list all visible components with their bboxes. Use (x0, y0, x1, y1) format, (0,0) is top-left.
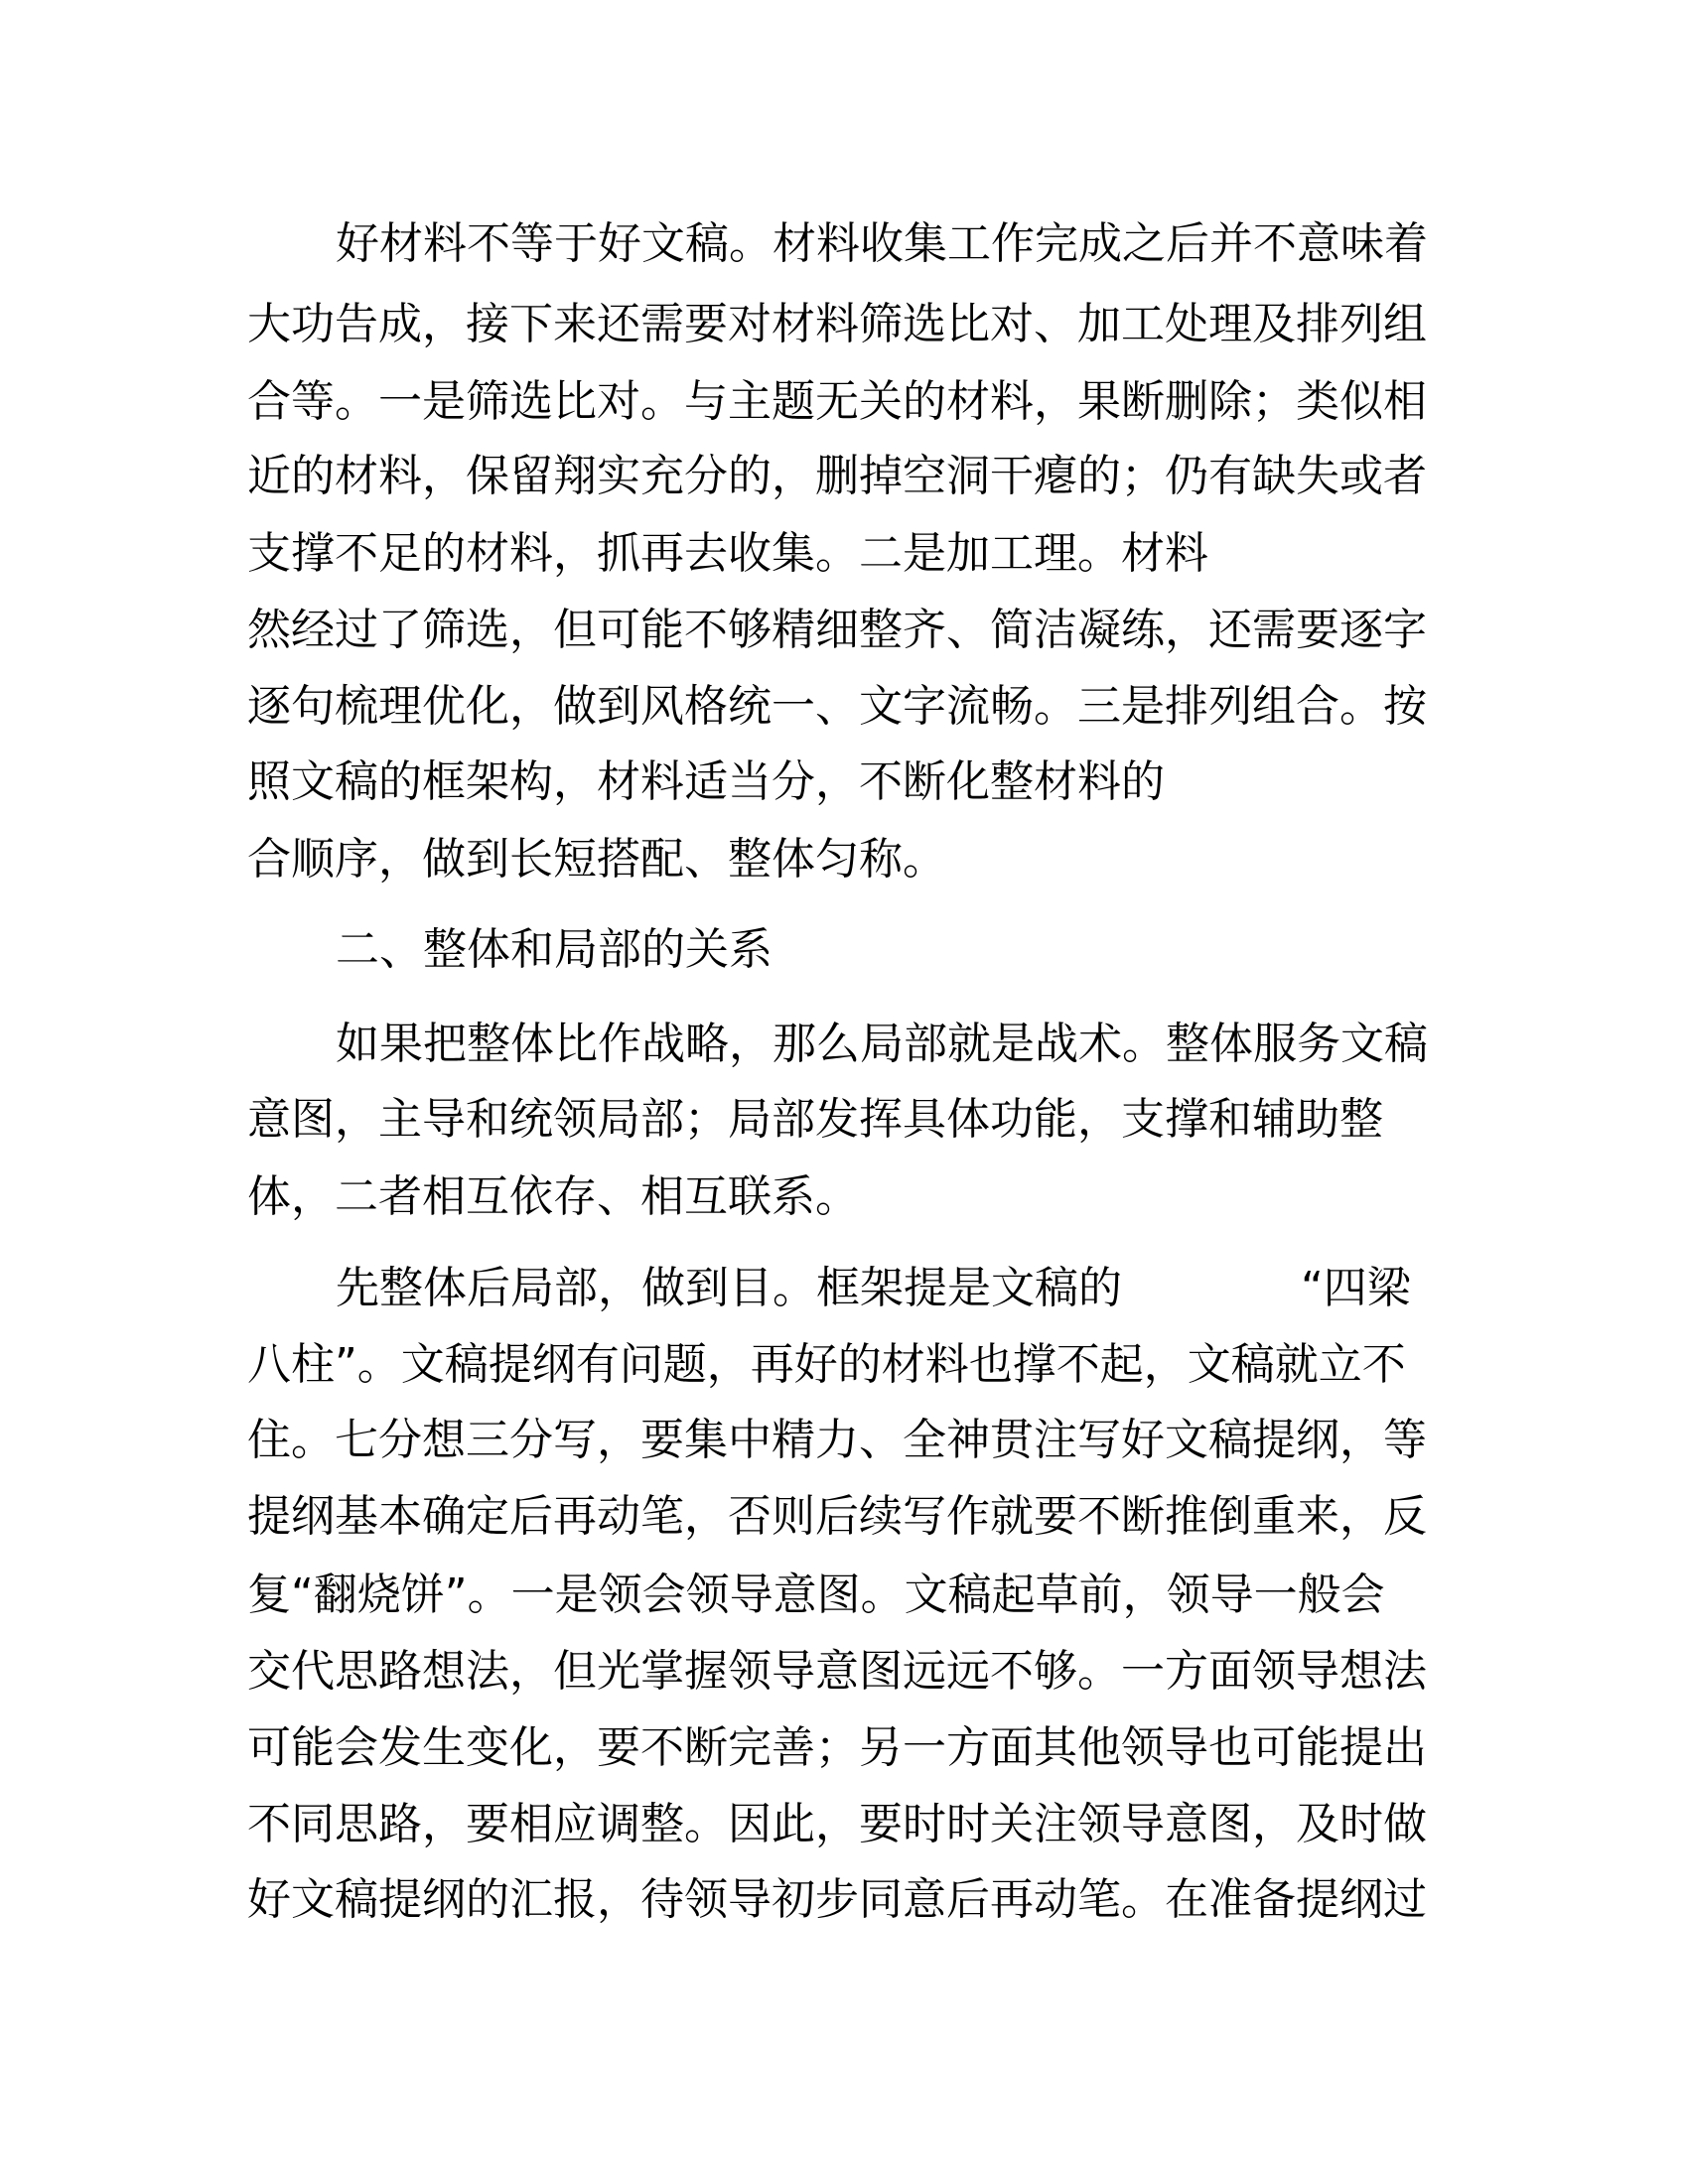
text-line: 好文稿提纲的汇报，待领导初步同意后再动笔。在准备提纲过 (247, 1874, 1427, 1925)
text-line: 八柱”。文稿提纲有问题，再好的材料也撑不起，文稿就立不 (247, 1339, 1406, 1390)
text-line: 交代思路想法，但光掌握领导意图远远不够。一方面领导想法 (247, 1646, 1427, 1697)
text-line: 住。七分想三分写，要集中精力、全神贯注写好文稿提纲，等 (247, 1415, 1427, 1465)
text-line: 合等。一是筛选比对。与主题无关的材料，果断删除；类似相 (247, 376, 1427, 427)
text-line: 合顺序，做到长短搭配、整体匀称。 (247, 834, 946, 885)
text-line: 意图，主导和统领局部；局部发挥具体功能，支撑和辅助整 (247, 1094, 1383, 1145)
text-line: 近的材料，保留翔实充分的，删掉空洞干瘪的；仍有缺失或者 (247, 451, 1427, 501)
text-line: 逐句梳理优化，做到风格统一、文字流畅。三是排列组合。按 (247, 681, 1427, 732)
text-line: 支撑不足的材料，抓再去收集。二是加工理。材料 (247, 528, 1208, 579)
text-line: 提纲基本确定后再动笔，否则后续写作就要不断推倒重来，反 (247, 1491, 1427, 1542)
text-line: 如果把整体比作战略，那么局部就是战术。整体服务文稿 (336, 1019, 1428, 1069)
text-line: 体，二者相互依存、相互联系。 (247, 1171, 859, 1222)
section-heading: 二、整体和局部的关系 (336, 924, 773, 975)
text-line (336, 1261, 1411, 1316)
text-line: 不同思路，要相应调整。因此，要时时关注领导意图，及时做 (247, 1799, 1427, 1849)
text-line: 照文稿的框架构，材料适当分，不断化整材料的 (247, 756, 1165, 807)
text-line: 复“翻烧饼”。一是领会领导意图。文稿起草前，领导一般会 (247, 1570, 1385, 1620)
text-line: 可能会发生变化，要不断完善；另一方面其他领导也可能提出 (247, 1722, 1427, 1773)
text-line: 然经过了筛选，但可能不够精细整齐、简洁凝练，还需要逐字 (247, 605, 1427, 655)
text-line: 好材料不等于好文稿。材料收集工作完成之后并不意味着 (336, 218, 1428, 269)
text-line: 大功告成，接下来还需要对材料筛选比对、加工处理及排列组 (247, 299, 1427, 349)
text-segment: “四梁 (1301, 1263, 1411, 1313)
text-segment: 先整体后局部，做到目。框架提是文稿的 (336, 1263, 1122, 1313)
